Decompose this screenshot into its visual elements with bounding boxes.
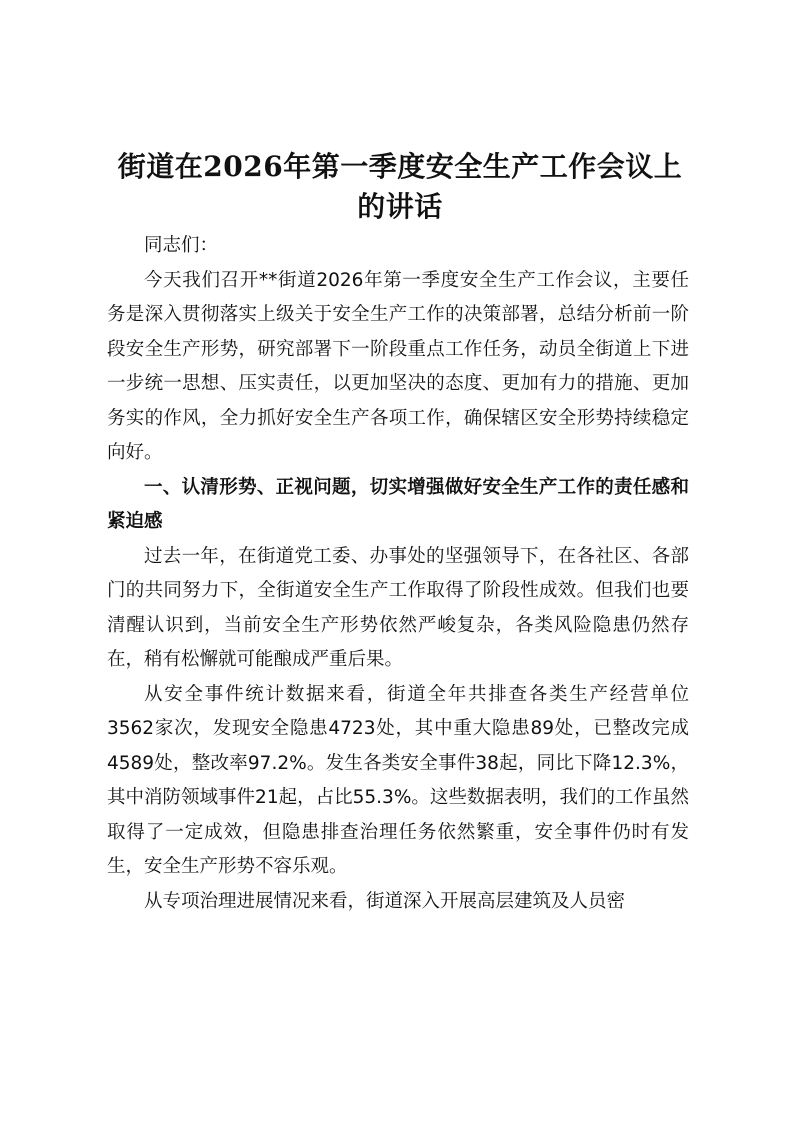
paragraph-situation: 过去一年，在街道党工委、办事处的坚强领导下，在各社区、各部门的共同努力下，全街道安全生产工作取得了阶段性成效。但我们也要清醒认识到，当前安全生产形势依然严峻复杂，各类风险隐患仍然存在，稍有松懈就可能酿成严重后果。 xyxy=(107,545,689,670)
paragraph-intro: 今天我们召开**街道2026年第一季度安全生产工作会议，主要任务是深入贯彻落实上级关于安全生产工作的决策部署，总结分析前一阶段安全生产形势，研究部署下一阶段重点工作任务，动员全街道上下进一步统一思想、压实责任，以更加坚决的态度、更加有力的措施、更加务实的作风，全力抓好安全生产各项工作，确保辖区安全形势持续稳定向好。 xyxy=(107,269,689,463)
salutation: 同志们： xyxy=(144,235,219,256)
section-heading-1: 一、认清形势、正视问题，切实增强做好安全生产工作的责任感和紧迫感 xyxy=(107,476,689,532)
document-body xyxy=(107,229,689,919)
paragraph-special-governance: 从专项治理进展情况来看，街道深入开展高层建筑及人员密 xyxy=(144,890,626,912)
paragraph-statistics: 从安全事件统计数据来看，街道全年共排查各类生产经营单位3562家次，发现安全隐患4723处，其中重大隐患89处，已整改完成4589处，整改率97.2%。发生各类安全事件38起，同比下降12.3%，其中消防领域事件21起，占比55.3%。这些数据表明，我们的工作虽然取得了一定成效，但隐患排查治理任务依然繁重，安全事件仍时有发生，安全生产形势不容乐观。 xyxy=(107,683,689,877)
document-title: 街道在2026年第一季度安全生产工作会议上的讲话 xyxy=(117,150,683,223)
